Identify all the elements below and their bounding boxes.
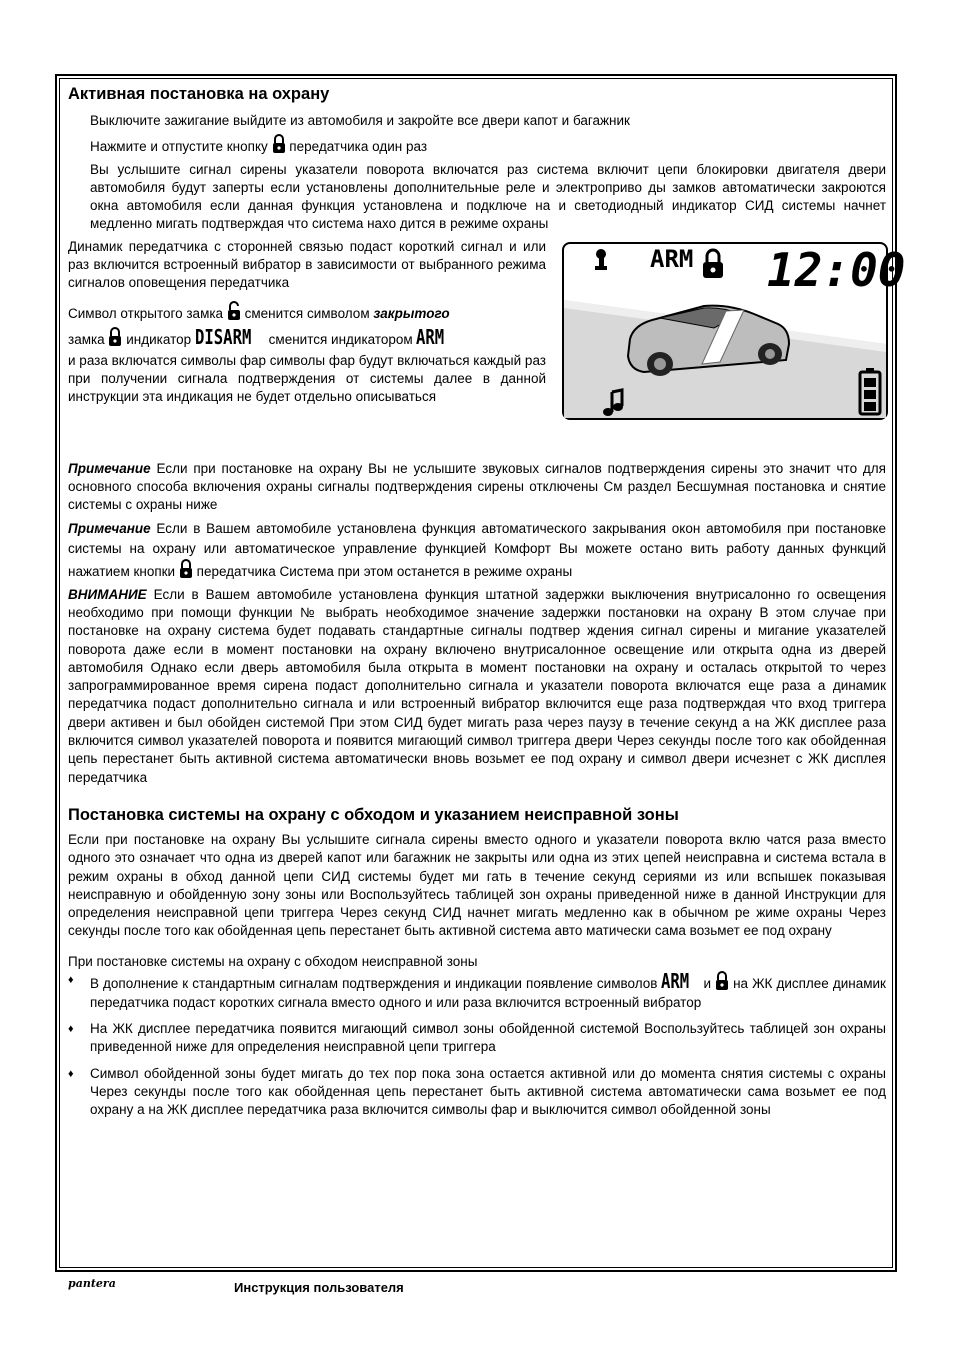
section1-p2	[68, 134, 886, 156]
indicator-block	[68, 238, 906, 454]
section2-p1: Если при постановке на охрану Вы услышите сигнала сирены вместо одного и указатели поворота вклю чатся раза вместо одного это означает что одна из дверей капот или багажник не закрыты или одна из этих цепей неисправна и система встала в режим охраны в обход данной цепи СИД системы будет ми гать в течение секунд сериями из или вспышек показывая неисправную и обойденную зону зоны или Воспользуйтесь таблицей зон охраны приведенной ниже в данной Инструкции для определения неисправной цепи триггера Через секунд СИД начнет мигать медленно как в обычном ре жиме охраны Через секунды после того как обойденная цепь перестанет быть активной система авто матически сама возьмет ее под охрану	[68, 831, 886, 939]
lock-symbol-line	[68, 301, 546, 325]
bullet-icon: ♦	[68, 1067, 74, 1080]
note1-text: Если при постановке на охрану Вы не услышите звуковых сигналов подтверждения сирены это значит что для основного способа включения охраны сигналы подтверждения сирены отключены См раздел Бесшумная постановка и снятие системы с охраны ниже	[68, 460, 886, 513]
indicator-word: индикатор	[126, 331, 192, 347]
p2-text-before: Нажмите и отпустите кнопку	[90, 139, 268, 155]
bullet3-text: Символ обойденной зоны будет мигать до тех пор пока зона остается активной или до момента снятия системы с охраны Через секунды после того как обойденная цепь перестанет быть активной система автоматически сама возьмет ее под охрану а на ЖК дисплее передатчика раза включится символы фар и выключится символ обойденной зоны	[90, 1065, 886, 1118]
lcd-display-illustration	[562, 242, 906, 420]
closed-lock-icon	[179, 559, 193, 579]
note2-text-before: Если в Вашем автомобиле установлена функция автоматического закрывания окон автомобиля при постановке системы на охрану или автоматическое управление функцией Комфорт Вы можете остано вить работу данных функций нажатием кнопки	[68, 520, 886, 579]
note2	[68, 519, 886, 582]
indicator-text	[68, 238, 546, 407]
warning	[68, 586, 886, 787]
note2-label: Примечание	[68, 520, 151, 536]
p2-text-after: передатчика один раз	[289, 139, 428, 155]
warning-label: ВНИМАНИЕ	[68, 586, 147, 602]
bullet2-text: На ЖК дисплее передатчика появится мигающий символ зоны обойденной системой Воспользуйтесь таблицей зон охраны приведенной ниже для определения неисправной цепи триггера	[90, 1021, 886, 1055]
list-item	[68, 971, 886, 1012]
bullet1-text-after: на ЖК дисплее динамик передатчика подаст коротких сигнала вместо одного и или раза включится встроенный вибратор	[90, 976, 886, 1011]
open-lock-text: Символ открытого замка	[68, 305, 224, 321]
list-item	[68, 1065, 886, 1120]
replaced-by-indicator-text: сменится индикатором	[268, 331, 413, 347]
arm-label: ARM	[661, 969, 690, 994]
bullet-icon: ♦	[68, 974, 74, 987]
note1-label: Примечание	[68, 460, 151, 476]
bypass-list	[68, 971, 886, 1119]
footer-title: Инструкция пользователя	[234, 1280, 404, 1295]
lock-word: замка	[68, 331, 105, 347]
disarm-label: DISARM	[194, 324, 252, 349]
headlights-paragraph: и раза включатся символы фар символы фар будут включаться каждый раз при получении сигнала подтверждения от системы далее в данной инструкции эта индикация не будет отдельно описываться	[68, 352, 546, 405]
pantera-logo: pantera	[68, 1277, 116, 1290]
closed-lock-icon	[715, 971, 729, 991]
lcd-display-graphic	[564, 242, 906, 418]
replaced-by-text: сменится символом	[244, 305, 370, 321]
arm-indicator-line	[68, 325, 546, 352]
section2-p2: При постановке системы на охрану с обходом неисправной зоны	[68, 953, 478, 969]
lcd-clock-text: 12:00	[767, 242, 906, 297]
page-footer	[68, 1275, 888, 1301]
open-lock-icon	[227, 301, 241, 321]
closed-word: закрытого	[373, 305, 450, 321]
and-word: и	[703, 976, 712, 992]
bullet1-text-before: В дополнение к стандартным сигналам подтверждения и индикации появление символов	[90, 976, 658, 992]
page-content	[68, 84, 906, 1120]
closed-lock-icon	[108, 327, 122, 347]
section2-title: Постановка системы на охрану с обходом и указанием неисправной зоны	[68, 805, 679, 824]
lcd-arm-text: ARM	[650, 244, 694, 273]
list-item	[68, 1020, 886, 1057]
speaker-paragraph: Динамик передатчика с сторонней связью подаст короткий сигнал и или раз включится встроенный вибратор в зависимости от выбранного режима сигналов оповещения передатчика	[68, 238, 546, 291]
note2-text-after: передатчика Система при этом останется в режиме охраны	[196, 563, 573, 579]
section1-p1: Выключите зажигание выйдите из автомобиля и закройте все двери капот и багажник	[90, 113, 630, 128]
arm-label: ARM	[416, 324, 445, 349]
key-icon	[595, 249, 607, 270]
bullet-icon: ♦	[68, 1023, 74, 1036]
note1	[68, 460, 886, 515]
closed-lock-icon	[272, 134, 286, 154]
warning-text: Если в Вашем автомобиле установлена функция штатной задержки выключения внутрисалонно го освещения необходимо при помощи функции № выбрать необходимое значение задержки постановки на охрану В этом случае при постановке на охрану система будет подавать стандартные сигналы подтвер ждения сигнал сирены и мигание указателей поворота даже если в момент постановки на охрану включено внутрисалонное освещение или открыта одна из дверей автомобиля Однако если дверь автомобиля была открыта в момент постановки на охрану и осталась открытой то через запрограммированное время сирена подаст дополнительно сигнала и указатели поворота включатся еще раза а динамик передатчика подаст дополнительно сигнала и или встроенный вибратор включится еще раза подтверждая что вход триггера двери активен и был обойден системой При этом СИД будет мигать раза через паузу в течение секунд а на ЖК дисплее раза включится символ указателей поворота и появится мигающий символ триггера двери Через секунды после того как обойденная цепь перестанет быть активной система автоматически вновь возьмет ее под охрану и символ двери исчезнет с ЖК дисплея передатчика	[68, 586, 886, 785]
lcd-lock-icon	[703, 250, 723, 278]
section1-p3: Вы услышите сигнал сирены указатели поворота включатся раз система включит цепи блокировки двигателя двери автомобиля будут заперты если установлены дополнительные реле и электроприво ды замков автоматически закроются окна автомобиля если данная функция установлена и подключе на и светодиодный индикатор СИД системы начнет медленно мигать подтверждая что система нахо дится в режиме охраны	[90, 161, 886, 232]
section1-title: Активная постановка на охрану	[68, 85, 330, 103]
